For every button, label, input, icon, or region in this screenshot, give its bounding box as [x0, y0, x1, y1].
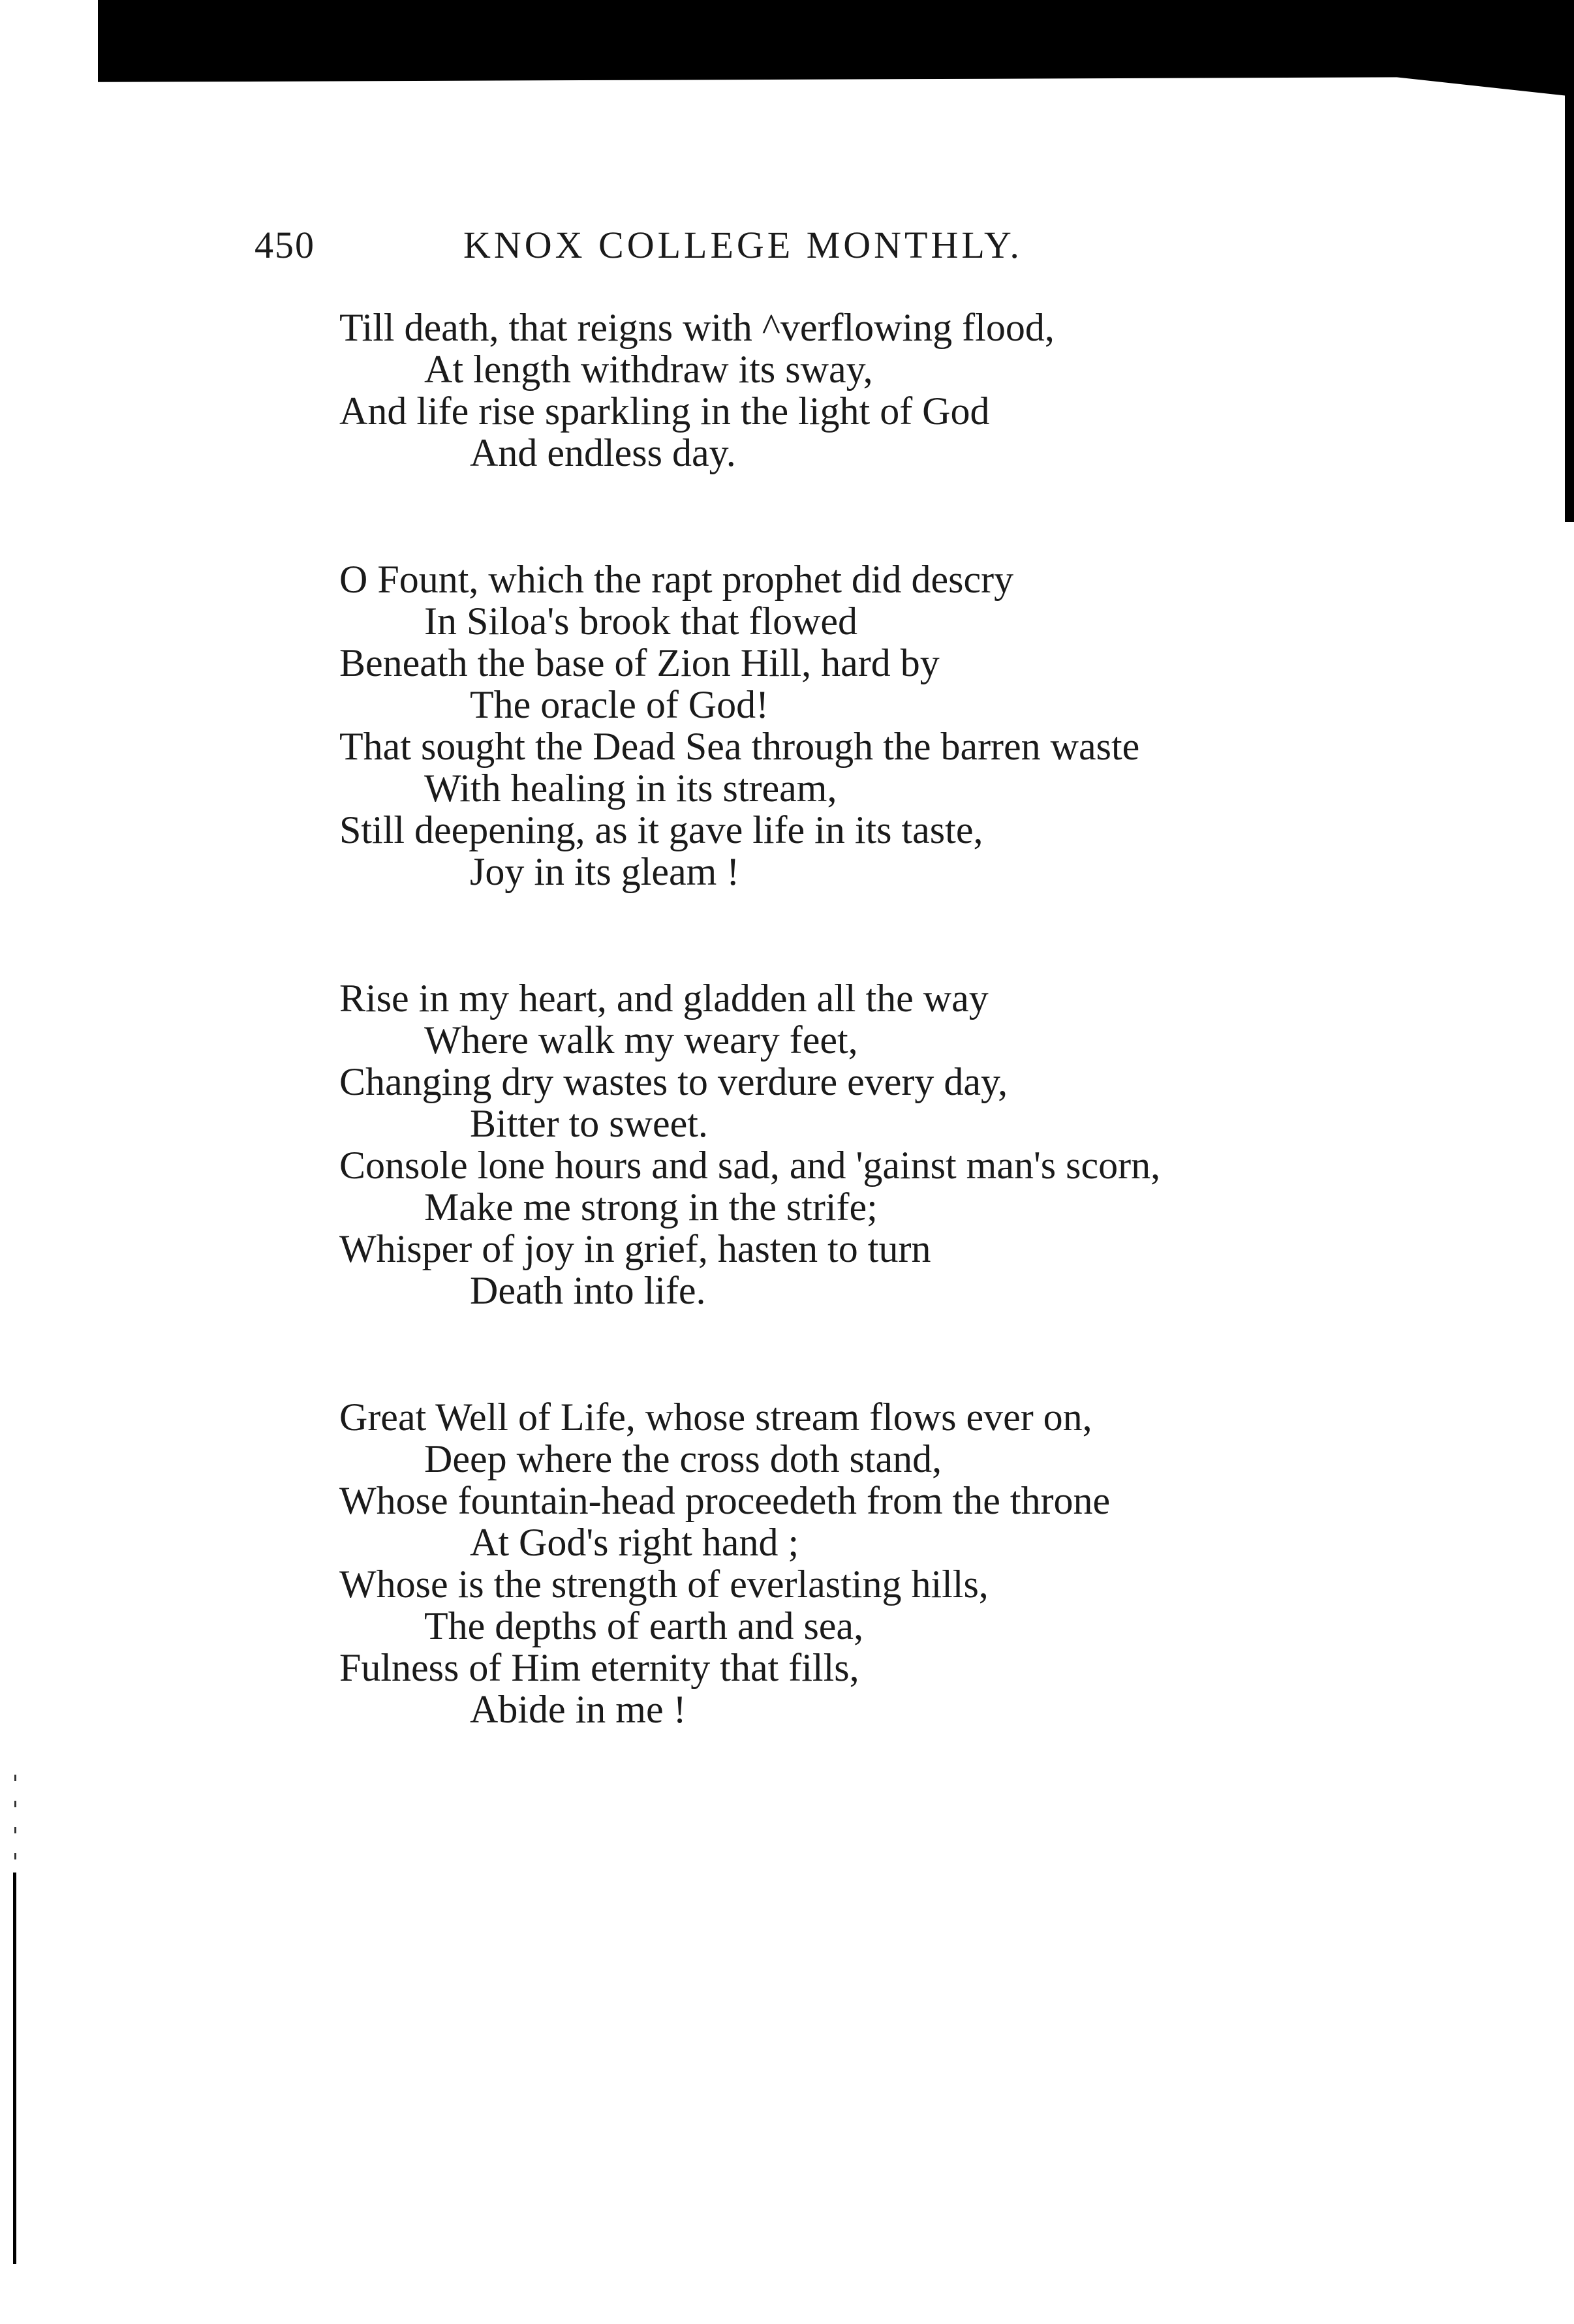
poem-line: Death into life.	[470, 1269, 706, 1312]
poem-line: Changing dry wastes to verdure every day,	[339, 1060, 1008, 1103]
poem-line: With healing in its stream,	[424, 767, 837, 810]
poem-line: Whisper of joy in grief, hasten to turn	[339, 1227, 931, 1270]
poem-line: The oracle of God!	[470, 683, 769, 726]
poem-line: Bitter to sweet.	[470, 1102, 708, 1145]
poem-line: Beneath the base of Zion Hill, hard by	[339, 641, 940, 684]
scan-border-left	[13, 1873, 16, 2264]
stanza	[339, 307, 1488, 474]
poem-line: Fulness of Him eternity that fills,	[339, 1646, 859, 1689]
scan-marks-left	[14, 1775, 16, 1873]
poem-line: Joy in its gleam !	[470, 850, 740, 893]
page-number: 450	[255, 224, 315, 266]
poem-line: Abide in me !	[470, 1688, 687, 1731]
scan-border-top	[98, 0, 1574, 97]
poem-line: Rise in my heart, and gladden all the way	[339, 977, 989, 1020]
page-header	[255, 223, 1299, 275]
poem-line: In Siloa's brook that flowed	[424, 600, 858, 643]
stanza	[339, 977, 1488, 1311]
poem-line: Whose fountain-head proceedeth from the throne	[339, 1479, 1111, 1522]
poem-line: Console lone hours and sad, and 'gainst man's scorn,	[339, 1144, 1161, 1187]
poem-line: O Fount, which the rapt prophet did descry	[339, 558, 1014, 601]
poem-line: Where walk my weary feet,	[424, 1018, 858, 1062]
poem-line: Deep where the cross doth stand,	[424, 1437, 942, 1480]
poem-line: At God's right hand ;	[470, 1521, 799, 1564]
poem-line: The depths of earth and sea,	[424, 1604, 864, 1647]
poem-line: Great Well of Life, whose stream flows ever on,	[339, 1396, 1092, 1439]
poem-line: That sought the Dead Sea through the barren waste	[339, 725, 1140, 768]
poem-line: And life rise sparkling in the light of God	[339, 390, 990, 433]
poem-line: At length withdraw its sway,	[424, 348, 873, 391]
poem-line: Till death, that reigns with ^verflowing flood,	[339, 306, 1055, 349]
poem	[339, 307, 1488, 1815]
running-head: KNOX COLLEGE MONTHLY.	[463, 224, 1023, 266]
stanza	[339, 558, 1488, 893]
scan-border-right	[1565, 65, 1574, 522]
poem-line: And endless day.	[470, 431, 736, 474]
poem-line: Make me strong in the strife;	[424, 1185, 878, 1229]
poem-line: Still deepening, as it gave life in its taste,	[339, 808, 983, 851]
poem-line: Whose is the strength of everlasting hills,	[339, 1563, 989, 1606]
stanza	[339, 1396, 1488, 1730]
